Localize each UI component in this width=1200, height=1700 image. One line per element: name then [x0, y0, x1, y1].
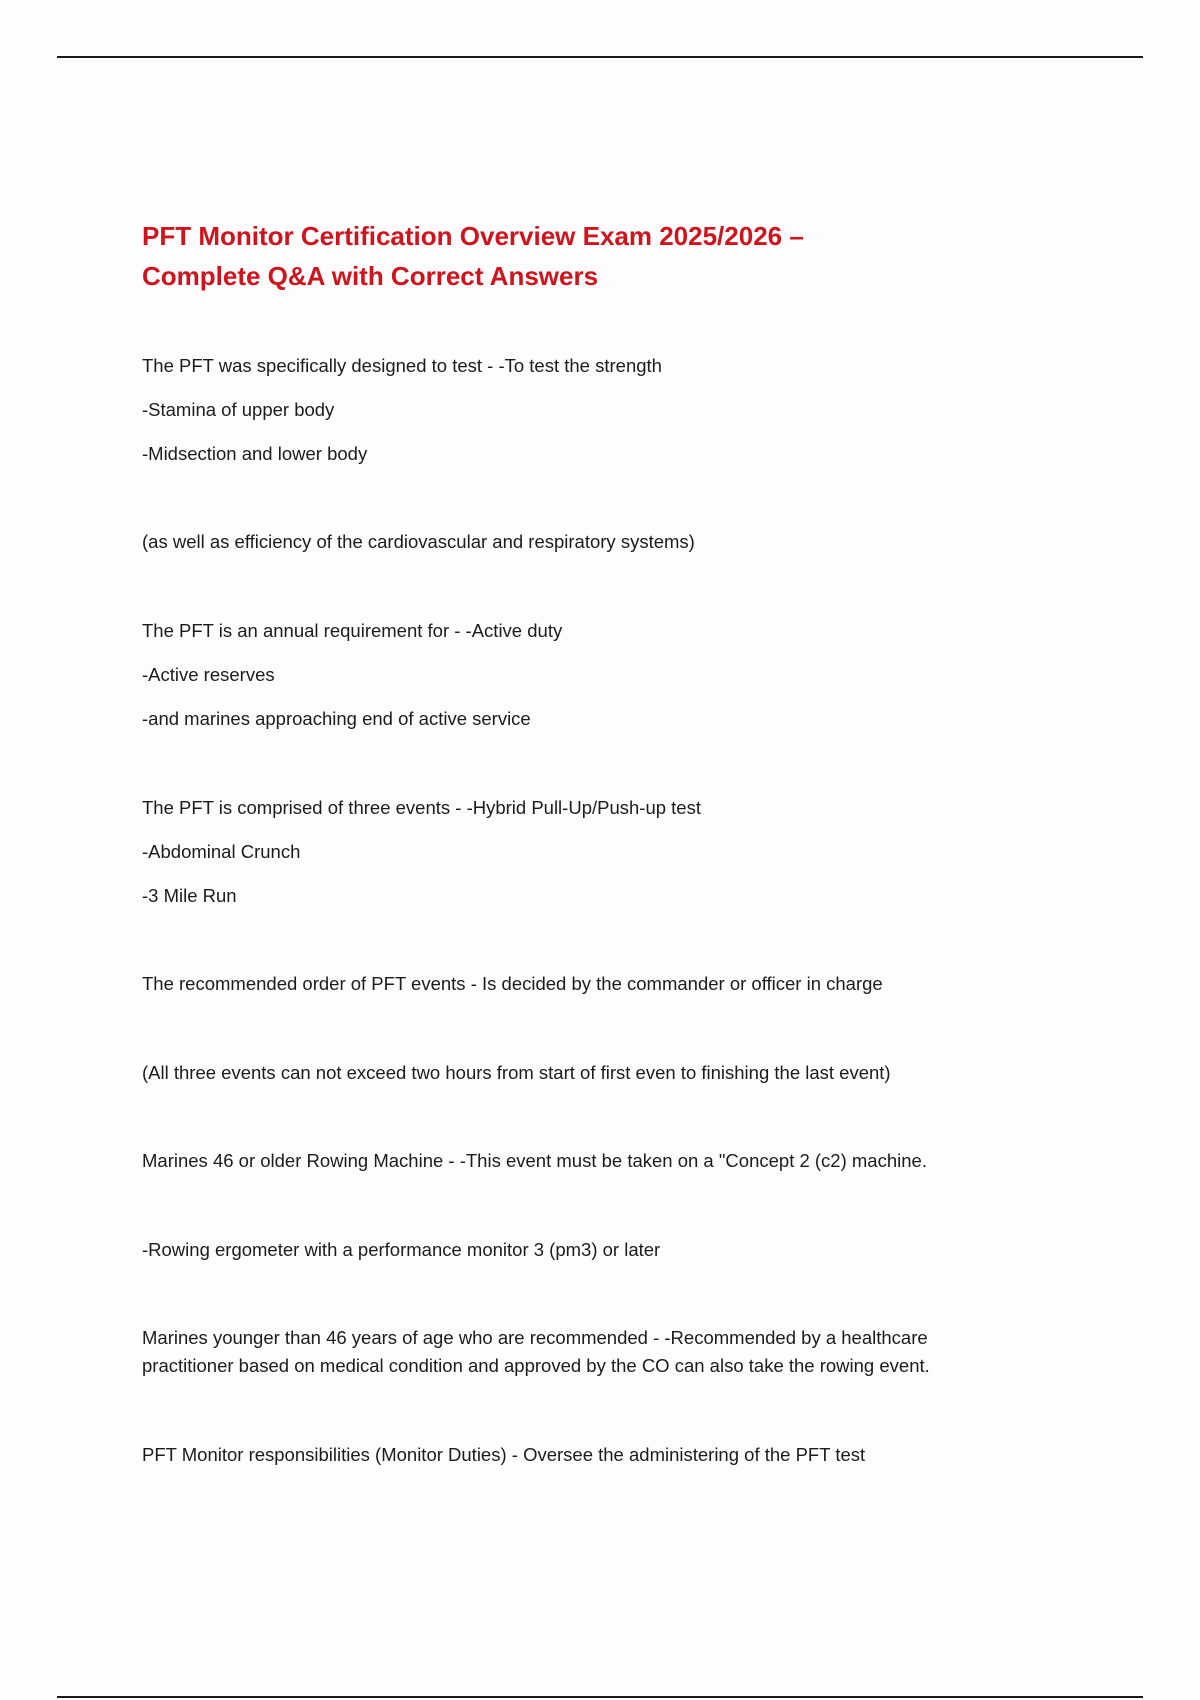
question-3-answer-line-2: -Abdominal Crunch [142, 841, 301, 862]
question-4-answer: The recommended order of PFT events - Is decided by the commander or officer in charge [142, 973, 883, 994]
question-6-answer-line-1: Marines younger than 46 years of age who are recommended - -Recommended by a healthcare [142, 1327, 928, 1348]
question-5-answer-line-1: Marines 46 or older Rowing Machine - -This event must be taken on a "Concept 2 (c2) machine. [142, 1150, 927, 1171]
document-title [142, 216, 1042, 296]
question-5-answer-line-2: -Rowing ergometer with a performance monitor 3 (pm3) or later [142, 1239, 661, 1260]
question-3-answer-line-1: The PFT is comprised of three events - -Hybrid Pull-Up/Push-up test [142, 797, 701, 818]
question-1-answer-line-2: -Stamina of upper body [142, 399, 335, 420]
question-1-answer-line-1: The PFT was specifically designed to test - -To test the strength [142, 355, 662, 376]
question-2-answer-line-3: -and marines approaching end of active service [142, 708, 531, 729]
title-line-1: PFT Monitor Certification Overview Exam 2025/2026 – [142, 221, 804, 251]
question-6-answer-line-2: practitioner based on medical condition and approved by the CO can also take the rowing event. [142, 1355, 930, 1376]
question-1-note: (as well as efficiency of the cardiovascular and respiratory systems) [142, 531, 695, 552]
title-line-2: Complete Q&A with Correct Answers [142, 261, 599, 291]
top-rule [57, 56, 1143, 58]
question-2-answer-line-2: -Active reserves [142, 664, 275, 685]
question-4-note: (All three events can not exceed two hours from start of first even to finishing the last event) [142, 1062, 891, 1083]
question-7-answer: PFT Monitor responsibilities (Monitor Duties) - Oversee the administering of the PFT test [142, 1444, 866, 1465]
question-1-answer-line-3: -Midsection and lower body [142, 443, 368, 464]
question-3-answer-line-3: -3 Mile Run [142, 885, 237, 906]
question-2-answer-line-1: The PFT is an annual requirement for - -Active duty [142, 620, 563, 641]
bottom-rule [57, 1696, 1143, 1698]
